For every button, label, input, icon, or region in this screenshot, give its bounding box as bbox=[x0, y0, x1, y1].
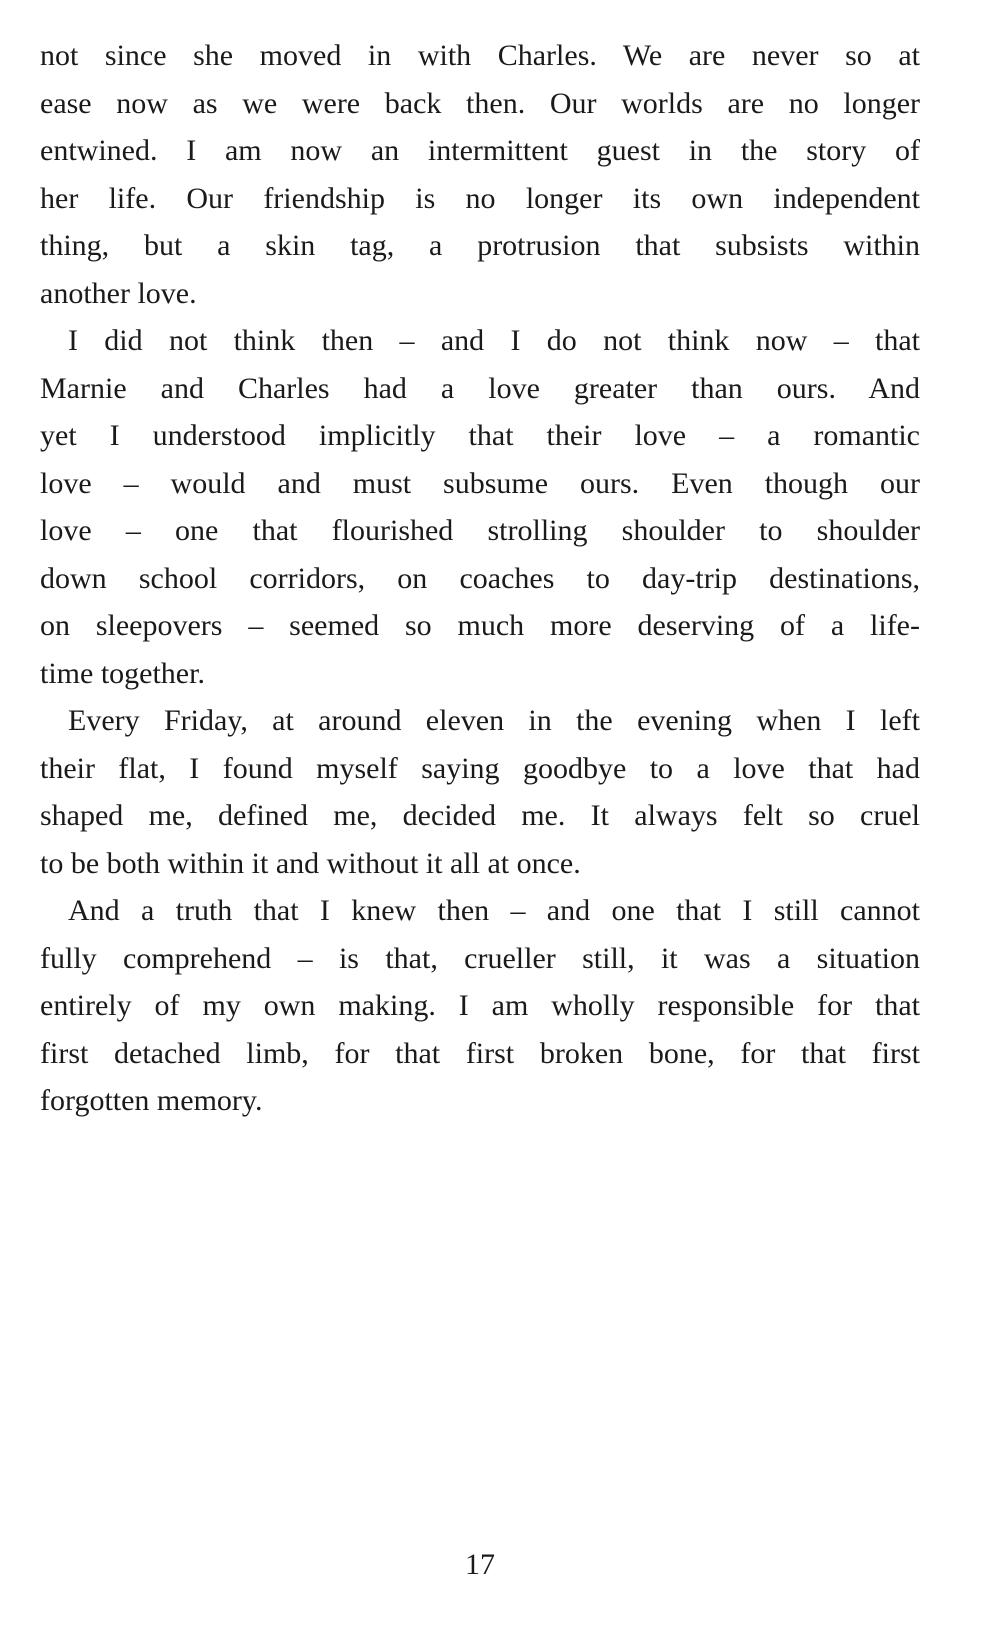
text-line: ease now as we were back then. Our worlds are no longer bbox=[40, 86, 920, 120]
paragraph bbox=[40, 32, 920, 317]
text-line: forgotten memory. bbox=[40, 1084, 263, 1117]
text-line: not since she moved in with Charles. We are never so at bbox=[40, 39, 920, 72]
text-line: And a truth that I knew then – and one that I still cannot bbox=[68, 894, 920, 927]
text-line: entirely of my own making. I am wholly responsible for that bbox=[40, 989, 920, 1022]
paragraph bbox=[40, 887, 920, 1125]
text-line: Every Friday, at around eleven in the evening when I left bbox=[68, 704, 920, 737]
text-line: her life. Our friendship is no longer its own independent bbox=[40, 181, 920, 215]
text-line: on sleepovers – seemed so much more deserving of a life- bbox=[40, 609, 920, 642]
text-line: love – would and must subsume ours. Even though our bbox=[40, 466, 920, 500]
text-line: yet I understood implicitly that their love – a romantic bbox=[40, 419, 920, 452]
text-line: their flat, I found myself saying goodbye to a love that had bbox=[40, 751, 920, 785]
body-text bbox=[40, 32, 920, 1125]
text-line: shaped me, defined me, decided me. It always felt so cruel bbox=[40, 799, 920, 832]
text-line: Marnie and Charles had a love greater than ours. And bbox=[40, 371, 920, 405]
text-line: I did not think then – and I do not think now – that bbox=[68, 324, 920, 357]
text-line: fully comprehend – is that, crueller still, it was a situation bbox=[40, 941, 920, 975]
paragraph bbox=[40, 697, 920, 887]
text-line: another love. bbox=[40, 276, 197, 310]
paragraph bbox=[40, 317, 920, 697]
text-line: entwined. I am now an intermittent guest in the story of bbox=[40, 134, 920, 167]
text-line: thing, but a skin tag, a protrusion that subsists within bbox=[40, 229, 920, 262]
text-line: to be both within it and without it all at once. bbox=[40, 846, 581, 880]
text-line: first detached limb, for that first broken bone, for that first bbox=[40, 1036, 920, 1070]
page-number: 17 bbox=[465, 1548, 495, 1581]
text-line: love – one that flourished strolling shoulder to shoulder bbox=[40, 514, 920, 547]
text-line: down school corridors, on coaches to day-trip destinations, bbox=[40, 561, 920, 595]
text-line: time together. bbox=[40, 656, 205, 690]
